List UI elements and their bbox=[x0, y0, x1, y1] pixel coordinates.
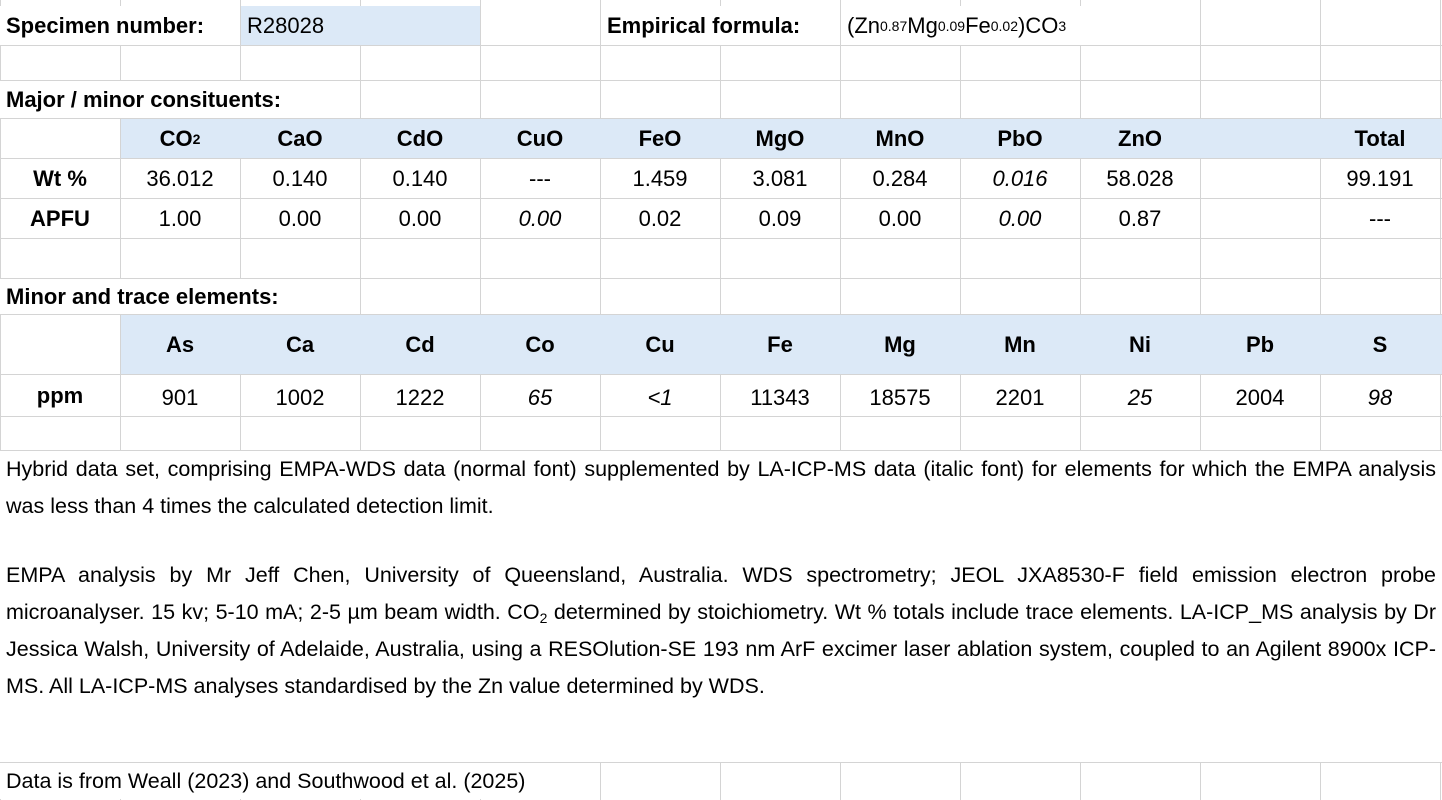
col-header: FeO bbox=[638, 125, 682, 151]
data-cell[interactable]: 0.02 bbox=[638, 205, 682, 231]
data-cell[interactable]: 1222 bbox=[395, 384, 445, 410]
row-label-ppm: ppm bbox=[36, 382, 84, 408]
data-cell[interactable]: 11343 bbox=[750, 384, 810, 410]
major-heading: Major / minor consituents: bbox=[0, 81, 360, 118]
trace-heading: Minor and trace elements: bbox=[0, 279, 360, 314]
data-cell[interactable]: 0.00 bbox=[398, 205, 442, 231]
data-cell[interactable]: 36.012 bbox=[146, 165, 214, 191]
col-header: Ni bbox=[1129, 331, 1151, 357]
specimen-label: Specimen number: bbox=[0, 6, 240, 45]
data-cell[interactable]: 0.016 bbox=[992, 165, 1048, 191]
grid-line bbox=[0, 238, 1442, 239]
data-cell[interactable]: 98 bbox=[1367, 384, 1393, 410]
col-header: MgO bbox=[755, 125, 805, 151]
data-cell[interactable]: 901 bbox=[161, 384, 199, 410]
col-header-total: Total bbox=[1354, 125, 1406, 151]
data-cell[interactable]: 0.00 bbox=[998, 205, 1042, 231]
data-cell[interactable]: 1.00 bbox=[158, 205, 202, 231]
col-header: Mg bbox=[884, 331, 916, 357]
col-header: As bbox=[165, 331, 195, 357]
col-header: Fe bbox=[767, 331, 793, 357]
col-header: Cu bbox=[645, 331, 675, 357]
data-cell[interactable]: 0.140 bbox=[392, 165, 448, 191]
col-header: MnO bbox=[875, 125, 925, 151]
data-cell[interactable]: 0.09 bbox=[758, 205, 802, 231]
empirical-formula: (Zn 0.87 Mg 0.09 Fe 0.02 )CO 3 bbox=[841, 6, 1199, 45]
data-cell[interactable]: 1002 bbox=[275, 384, 325, 410]
data-cell[interactable]: 2004 bbox=[1235, 384, 1285, 410]
col-header: ZnO bbox=[1118, 125, 1162, 151]
col-header: S bbox=[1372, 331, 1388, 357]
data-cell[interactable]: 3.081 bbox=[752, 165, 808, 191]
specimen-value[interactable]: R28028 bbox=[241, 6, 480, 45]
col-header: CaO bbox=[277, 125, 323, 151]
col-header: Cd bbox=[405, 331, 435, 357]
data-cell[interactable]: 0.87 bbox=[1118, 205, 1162, 231]
col-header: Ca bbox=[285, 331, 315, 357]
row-label-apfu: APFU bbox=[30, 205, 90, 231]
col-header: CuO bbox=[516, 125, 564, 151]
data-cell[interactable]: 2201 bbox=[995, 384, 1045, 410]
col-header: Co bbox=[525, 331, 555, 357]
data-cell[interactable]: 25 bbox=[1127, 384, 1153, 410]
data-cell[interactable]: 18575 bbox=[869, 384, 931, 410]
data-cell[interactable]: 0.00 bbox=[878, 205, 922, 231]
data-cell-total[interactable]: 99.191 bbox=[1346, 165, 1414, 191]
col-header: PbO bbox=[997, 125, 1043, 151]
note-spacer bbox=[0, 527, 1442, 557]
data-cell[interactable]: 0.00 bbox=[278, 205, 322, 231]
data-cell-total[interactable]: --- bbox=[1369, 205, 1391, 231]
data-cell[interactable]: 0.284 bbox=[872, 165, 928, 191]
col-header: Mn bbox=[1004, 331, 1036, 357]
grid-line bbox=[0, 374, 1442, 375]
data-cell[interactable]: 0.140 bbox=[272, 165, 328, 191]
data-cell[interactable]: <1 bbox=[647, 384, 673, 410]
note-hybrid: Hybrid data set, comprising EMPA-WDS data (normal font) supplemented by LA-ICP-MS data (italic font) for elements for which the EMPA analysis was less than 4 times the calculated detection limit. bbox=[0, 451, 1442, 527]
data-cell[interactable]: --- bbox=[529, 165, 551, 191]
formula-label: Empirical formula: bbox=[601, 6, 839, 45]
grid-line bbox=[0, 45, 1442, 46]
data-cell[interactable]: 65 bbox=[527, 384, 553, 410]
row-label-wt: Wt % bbox=[33, 165, 87, 191]
note-source: Data is from Weall (2023) and Southwood et al. (2025) bbox=[0, 763, 600, 799]
col-header: Pb bbox=[1245, 331, 1275, 357]
note-analysis: EMPA analysis by Mr Jeff Chen, University of Queensland, Australia. WDS spectrometry; JEOL JXA8530-F field emission electron probe microanalyser. 15 kv; 5-10 mA; 2-5 µm beam width. $CO_2$ determined by stoichiometry. Wt % totals include trace elements. LA-ICP_MS analysis by Dr Jessica Walsh, University of Adelaide, Australia, using a RESOlution-SE 193 nm ArF excimer laser ablation system, coupled to an Agilent 8900x ICP-MS. All LA-ICP-MS analyses standardised by the Zn value determined by WDS. bbox=[0, 557, 1442, 762]
data-cell[interactable]: 58.028 bbox=[1106, 165, 1174, 191]
data-cell[interactable]: 0.00 bbox=[518, 205, 562, 231]
data-cell[interactable]: 1.459 bbox=[632, 165, 688, 191]
col-header: CdO bbox=[396, 125, 444, 151]
col-header-co2: CO 2 bbox=[159, 125, 201, 151]
